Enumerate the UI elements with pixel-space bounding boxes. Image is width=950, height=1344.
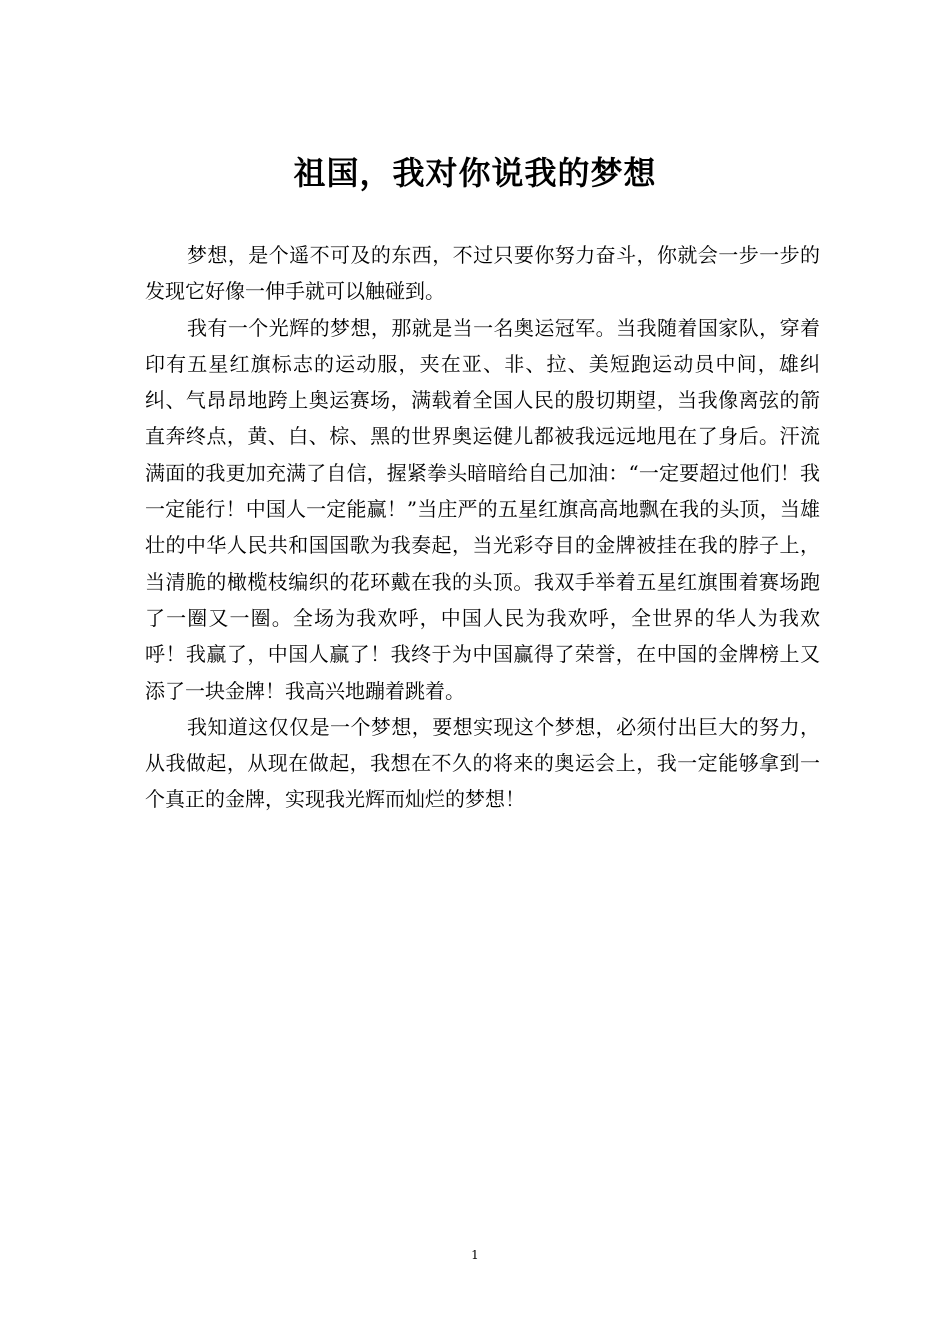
article-body (145, 237, 820, 818)
page-title: 祖国，我对你说我的梦想 (293, 154, 657, 193)
paragraph-2: 我有一个光辉的梦想，那就是当一名奥运冠军。当我随着国家队，穿着印有五星红旗标志的运动服，夹在亚、非、拉、美短跑运动员中间，雄纠纠、气昂昂地跨上奥运赛场，满载着全国人民的殷切期望，当我像离弦的箭直奔终点，黄、白、棕、黑的世界奥运健儿都被我远远地甩在了身后。汗流满面的我更加充满了自信，握紧拳头暗暗给自己加油：“一定要超过他们！我一定能行！中国人一定能赢！”当庄严的五星红旗高高地飘在我的头顶，当雄壮的中华人民共和国国歌为我奏起，当光彩夺目的金牌被挂在我的脖子上，当清脆的橄榄枝编织的花环戴在我的头顶。我双手举着五星红旗围着赛场跑了一圈又一圈。全场为我欢呼，中国人民为我欢呼，全世界的华人为我欢呼！我赢了，中国人赢了！我终于为中国赢得了荣誉，在中国的金牌榜上又添了一块金牌！我高兴地蹦着跳着。 (145, 315, 820, 703)
paragraph-3: 我知道这仅仅是一个梦想，要想实现这个梦想，必须付出巨大的努力，从我做起，从现在做起，我想在不久的将来的奥运会上，我一定能够拿到一个真正的金牌，实现我光辉而灿烂的梦想！ (145, 714, 820, 812)
paragraph-1: 梦想，是个遥不可及的东西，不过只要你努力奋斗，你就会一步一步的发现它好像一伸手就可以触碰到。 (145, 243, 820, 304)
page-number: 1 (471, 1248, 479, 1262)
